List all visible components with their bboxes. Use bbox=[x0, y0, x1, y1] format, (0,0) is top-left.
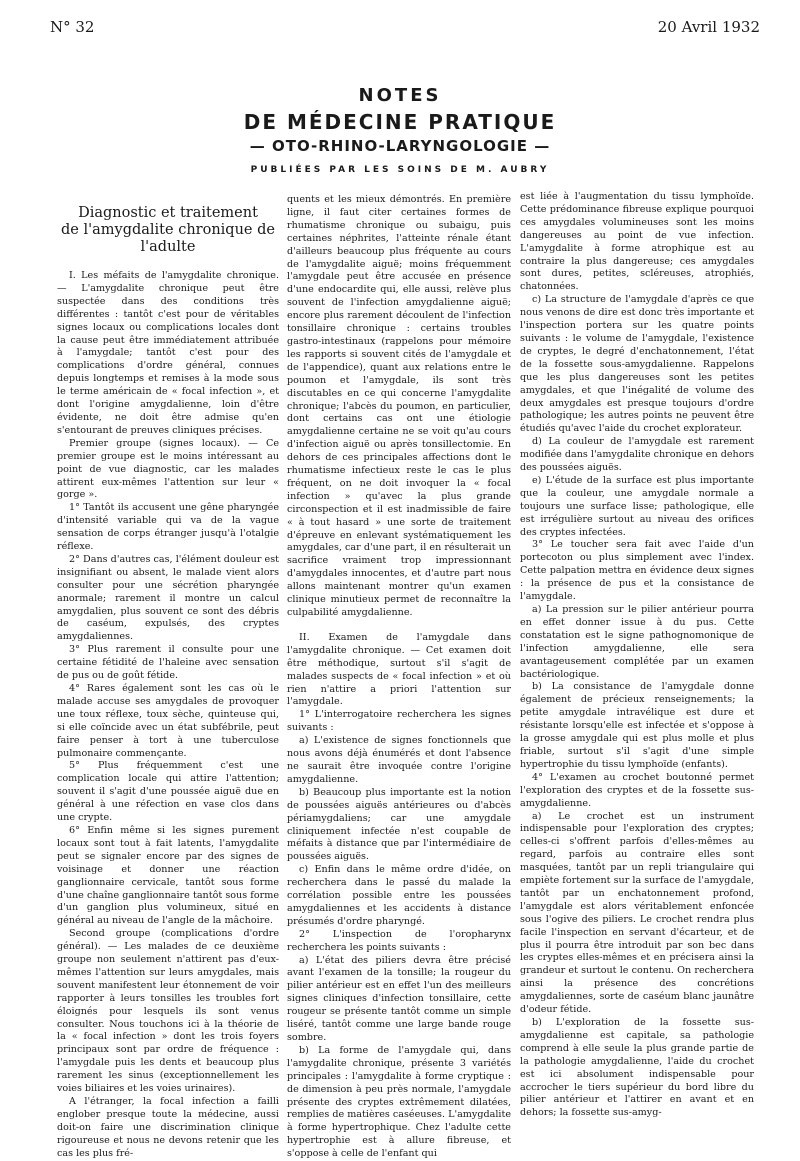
text-column-3 bbox=[520, 191, 754, 1120]
paragraph: b) Beaucoup plus importante est la notion de poussées aiguës antérieures ou d'abcès périamygdaliens; car une amygdale cliniquement infectée n'est coupable de méfaits à distance que par l'intermédiaire de poussées aiguës. bbox=[287, 786, 511, 863]
paragraph: Second groupe (complications d'ordre général). — Les malades de ce deuxième groupe non seulement n'attirent pas d'eux-mêmes l'attention sur leurs amygdales, mais souvent manifestent leur étonnement de voir rapporter à leurs tonsilles les troubles fort éloignés pour lesquels ils sont venus consulter. Nous touchons ici à la théorie de la « focal infection » dont les trois foyers principaux sont par ordre de fréquence : l'amygdale puis les dents et beaucoup plus rarement les sinus (exceptionnellement les voies biliaires et les voies urinaires). bbox=[57, 928, 279, 1095]
paragraph: 4° L'examen au crochet boutonné permet l'exploration des cryptes et de la fossette sus-amygdalienne. bbox=[520, 771, 754, 809]
paragraph: 6° Enfin même si les signes purement locaux sont tout à fait latents, l'amygdalite peut se signaler encore par des signes de voisinage et donner une réaction ganglionnaire cervicale, tantôt sous forme d'une chaîne ganglionnaire tantôt sous forme d'un ganglion plus volumineux, situé en général au niveau de l'angle de la mâchoire. bbox=[57, 824, 279, 927]
paragraph: est liée à l'augmentation du tissu lymphoïde. Cette prédominance fibreuse explique pourquoi ces amygdales volumineuses sont les moins dangereuses au point de vue infection. L'amygdalite à forme atrophique est au contraire la plus dangereuse; ces amygdales sont dures, petites, scléreuses, atrophiés, chatonnées. bbox=[520, 191, 754, 293]
paragraph: d) La couleur de l'amygdale est rarement modifiée dans l'amygdalite chronique en dehors des poussées aiguës. bbox=[520, 436, 754, 474]
text-column-2 bbox=[287, 194, 511, 1161]
masthead-specialty: — OTO-RHINO-LARYNGOLOGIE — bbox=[249, 137, 551, 155]
masthead bbox=[0, 85, 800, 175]
page-header bbox=[50, 18, 760, 40]
paragraph: 4° Rares également sont les cas où le malade accuse ses amygdales de provoquer une toux réflexe, toux sèche, quinteuse qui, si elle coïncide avec un état subfébrile, peut faire penser à tort à une tuberculose pulmonaire commençante. bbox=[57, 683, 279, 759]
masthead-title: DE MÉDECINE PRATIQUE bbox=[243, 110, 557, 134]
paragraph: A l'étranger, la focal infection a failli englober presque toute la médecine, aussi doit-on faire une discrimination clinique rigoureuse et nous ne devons retenir que les cas les plus fré- bbox=[57, 1096, 279, 1159]
issue-date: 20 Avril 1932 bbox=[657, 18, 760, 36]
masthead-byline: PUBLIÉES PAR LES SOINS DE M. AUBRY bbox=[250, 165, 550, 175]
article-title-line-1: Diagnostic et traitement bbox=[78, 205, 258, 221]
paragraph: 1° L'interrogatoire recherchera les signes suivants : bbox=[287, 709, 511, 734]
paragraph: 5° Plus fréquemment c'est une complication locale qui attire l'attention; souvent il s'agit d'une poussée aiguë due en général à une réfection en vase clos dans une crypte. bbox=[57, 760, 279, 824]
paragraph: I. Les méfaits de l'amygdalite chronique. — L'amygdalite chronique peut être suspectée dans des conditions très différentes : tantôt c'est pour de véritables signes locaux ou complications locales dont la cause peut être immédiatement attribuée à l'amygdale; tantôt c'est pour des complications d'ordre général, connues depuis longtemps et remises à la mode sous le terme américain de « focal infection », et dont l'origine amygdalienne, loin d'être évidente, ne doit être admise qu'en s'entourant de preuves cliniques précises. bbox=[57, 270, 279, 436]
paragraph: a) L'état des piliers devra être précisé avant l'examen de la tonsille; la rougeur du pilier antérieur est en effet l'un des meilleurs signes cliniques d'infection tonsillaire, cette rougeur se présente tantôt comme un simple liséré, tantôt comme une large bande rouge sombre. bbox=[287, 954, 511, 1043]
article-title-line-2: de l'amygdalite chronique de l'adulte bbox=[61, 222, 275, 255]
paragraph: c) Enfin dans le même ordre d'idée, on recherchera dans le passé du malade la corrélation possible entre les poussées amygdaliennes et les accidents à distance présumés d'ordre pharyngé. bbox=[287, 864, 511, 927]
paragraph: e) L'étude de la surface est plus importante que la couleur, une amygdale normale a toujours une surface lisse; pathologique, elle est irrégulière surtout au niveau des orifices des cryptes infectées. bbox=[520, 474, 754, 538]
paragraph: 3° Le toucher sera fait avec l'aide d'un portecoton ou plus simplement avec l'index. Cette palpation mettra en évidence deux signes : la présence de pus et la consistance de l'amygdale. bbox=[520, 539, 754, 603]
paragraph: 3° Plus rarement il consulte pour une certaine fétidité de l'haleine avec sensation de pus ou de goût fétide. bbox=[57, 644, 279, 682]
paragraph: 2° L'inspection de l'oropharynx recherchera les points suivants : bbox=[287, 928, 511, 953]
paragraph: quents et les mieux démontrés. En première ligne, il faut citer certaines formes de rhumatisme chronique ou subaigu, puis certaines néphrites, l'atteinte rénale étant d'ailleurs beaucoup plus fréquente au cours de l'amygdalite aiguë; moins fréquemment l'amygdale peut être accusée en présence d'une endocardite qui, elle aussi, relève plus souvent de l'infection amygdalienne aiguë; encore plus rarement découlent de l'infection tonsillaire chronique : certains troubles gastro-intestinaux (rappelons pour mémoire les rapports si souvent cités de l'amygdale et de l'appendice), quant aux relations entre le poumon et l'amygdale, ils sont très discutables en ce qui concerne l'amygdalite chronique; l'abcès du poumon, en particulier, dont certains cas ont une étiologie amygdalienne certaine ne se voit qu'au cours d'infection aiguë ou après tonsillectomie. En dehors de ces principales affections dont le rhumatisme infectieux reste le cas le plus fréquent, on ne doit invoquer la « focal infection » qu'avec la plus grande circonspection et il est inadmissible de faire « à tout hasard » une sorte de traitement d'épreuve en enlevant systématiquement les amygdales, car d'une part, il en résulterait un sacrifice vraiment trop impressionnant d'amygdales innocentes, et d'autre part nous allons maintenant montrer qu'un examen clinique minutieux permet de reconnaître la culpabilité amygdalienne. bbox=[287, 194, 511, 618]
paragraph: b) La forme de l'amygdale qui, dans l'amygdalite chronique, présente 3 variétés principales : l'amygdalite à forme cryptique : de dimension à peu près normale, l'amygdale présente des cryptes extrêmement dilatées, remplies de matières caséeuses. L'amygdalite à forme hypertrophique. Chez l'adulte cette hypertrophie est à allure fibreuse, et s'oppose à celle de l'enfant qui bbox=[287, 1044, 511, 1160]
paragraph: a) Le crochet est un instrument indispensable pour l'exploration des cryptes; celles-ci s'offrent parfois d'elles-mêmes au regard, parfois au contraire elles sont masquées, tantôt par un repli triangulaire qui empiète fortement sur la surface de l'amygdale, tantôt par un enchatonnement profond, l'amygdale est alors véritablement enfoncée sous l'ogive des piliers. Le crochet rendra plus facile l'inspection en servant d'écarteur, et de plus il pourra être introduit par son bec dans les cryptes elles-mêmes et en précisera ainsi la grandeur et surtout le contenu. On recherchera ainsi la présence des concrétions amygdaliennes, sorte de caséum blanc jaunâtre d'odeur fétide. bbox=[520, 810, 754, 1016]
paragraph: 1° Tantôt ils accusent une gêne pharyngée d'intensité variable qui va de la vague sensation de corps étranger jusqu'à l'otalgie réflexe. bbox=[57, 502, 279, 553]
masthead-notes: NOTES bbox=[358, 85, 442, 106]
issue-number: N° 32 bbox=[50, 18, 95, 36]
paragraph: 2° Dans d'autres cas, l'élément douleur est insignifiant ou absent, le malade vient alors consulter pour une sécrétion pharyngée anormale; rarement il montre un calcul amygdalien, plus souvent ce sont des débris de caséum, expulsés, des cryptes amygdaliennes. bbox=[57, 553, 279, 643]
paragraph: c) La structure de l'amygdale d'après ce que nous venons de dire est donc très importante et l'inspection portera sur les quatre points suivants : le volume de l'amygdale, l'existence de cryptes, le degré d'enchatonnement, l'état de la fossette sous-amygdalienne. Rappelons que les plus dangereuses sont les petites amygdales, et que l'inégalité de volume des deux amygdales est presque toujours d'ordre pathologique; les autres points ne peuvent être étudiés qu'avec l'aide du crochet explorateur. bbox=[520, 294, 754, 435]
paragraph: b) La consistance de l'amygdale donne également de précieux renseignements; la petite amygdale intravélique est dure et résistante lorsqu'elle est infectée et s'oppose à la grosse amygdale qui est plus molle et plus friable, surtout s'il s'agit d'une simple hypertrophie du tissu lymphoïde (enfants). bbox=[520, 681, 754, 770]
text-column-1 bbox=[57, 200, 279, 1161]
paragraph: a) L'existence de signes fonctionnels que nous avons déjà énumérés et dont l'absence ne saurait être invoquée contre l'origine amygdalienne. bbox=[287, 735, 511, 785]
paragraph: II. Examen de l'amygdale dans l'amygdalite chronique. — Cet examen doit être méthodique, surtout s'il s'agit de malades suspects de « focal infection » et où rien n'attire a priori l'attention sur l'amygdale. bbox=[287, 631, 511, 708]
paragraph: a) La pression sur le pilier antérieur pourra en effet donner issue à du pus. Cette constatation est le signe pathognomonique de l'infection amygdalienne, elle sera avantageusement complétée par un examen bactériologique. bbox=[520, 604, 754, 680]
paragraph: b) L'exploration de la fossette sus-amygdalienne est capitale, sa pathologie comprend à elle seule la plus grande partie de la pathologie amygdalienne, l'aide du crochet est ici absolument indispensable pour accrocher le tiers supérieur du bord libre du pilier antérieur et l'attirer en avant et en dehors; la fossette sus-amyg- bbox=[520, 1017, 754, 1119]
article-title bbox=[57, 205, 279, 256]
paragraph: Premier groupe (signes locaux). — Ce premier groupe est le moins intéressant au point de vue diagnostic, car les malades attirent eux-mêmes l'attention sur leur « gorge ». bbox=[57, 437, 279, 501]
